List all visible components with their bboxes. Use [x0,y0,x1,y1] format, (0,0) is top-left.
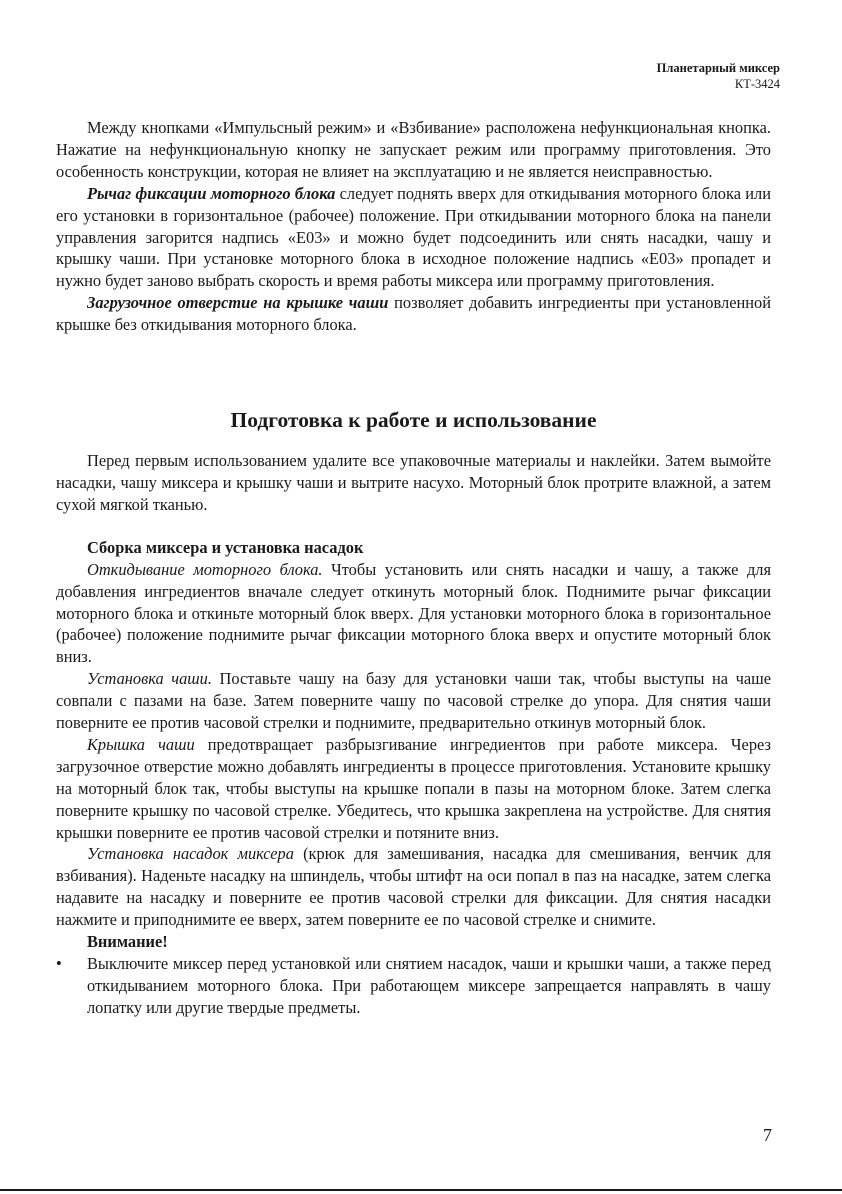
intro-paragraph-2 [56,183,771,293]
section-heading: Подготовка к работе и использование [230,408,597,433]
header-model: КТ-3424 [734,77,780,91]
running-header [657,60,780,92]
attention-heading: Внимание! [87,932,168,952]
lid-paragraph [56,734,771,844]
tilt-text: Чтобы установить или снять насадки и чашу, а также для добавления ингредиентов вначале следует откинуть моторный блок. Поднимите рычаг фиксации моторного блока и откиньте моторный блок вверх. Для установки моторного блока в горизонтальное (рабочее) положение поднимите рычаг фиксации моторного блока вверх и опустите моторный блок вниз. [56,559,772,667]
lever-term: Рычаг фиксации моторного блока [87,183,336,203]
lid-text: предотвращает разбрызгивание ингредиентов при работе миксера. Через загрузочное отверстие можно добавлять ингредиенты в процессе приготовления. Установите крышку на моторный блок так, чтобы выступы на крышке попали в пазы на моторном блоке. Затем слегка поверните крышку по часовой стрелке. Убедитесь, что крышка закреплена на устройстве. Для снятия крышки поверните ее против часовой стрелки и потяните вниз. [56,734,771,842]
list-item [56,953,771,1019]
loading-hole-term: Загрузочное отверстие на крышке чаши [87,293,389,313]
page-number: 7 [763,1125,772,1145]
lid-term: Крышка чаши [87,734,195,754]
bullet-icon: • [56,954,62,973]
bowl-paragraph [56,668,771,734]
section-paragraph-1: Перед первым использованием удалите все упаковочные материалы и наклейки. Затем вымойте насадки, чашу миксера и крышку чаши и вытрите насухо. Моторный блок протрите влажной, а затем сухой мягкой тканью. [56,451,771,514]
attachments-text: (крюк для замешивания, насадка для смешивания, венчик для взбивания). Наденьте насадку на шпиндель, чтобы штифт на оси попал в паз на насадке, затем слегка надавите на насадку и поверните ее против часовой стрелки для фиксации. Для снятия насадки нажмите и приподнимите ее вверх, затем поверните ее по часовой стрелке и снимите. [56,844,771,930]
bottom-divider [0,1189,842,1191]
attachments-paragraph [56,843,771,931]
attachments-term: Установка насадок миксера [87,844,294,864]
header-product-title: Планетарный миксер [656,61,780,75]
warning-text: Выключите миксер перед установкой или снятием насадок, чаши и крышки чаши, а также перед откидыванием моторного блока. При работающем миксере запрещается направлять в чашу лопатку или другие твердые предметы. [87,954,771,1017]
tilt-paragraph [56,559,771,669]
intro-paragraph-3 [56,292,771,336]
intro-paragraph-1: Между кнопками «Импульсный режим» и «Взбивание» расположена нефункциональная кнопка. Нажатие на нефункциональную кнопку не запускает режим или программу приготовления. Это особенность конструкции, которая не влияет на эксплуатацию и не является неисправностью. [56,118,771,181]
loading-hole-text: позволяет добавить ингредиенты при установленной крышке без откидывания моторного блока. [56,293,771,335]
bowl-text: Поставьте чашу на базу для установки чаши так, чтобы выступы на чаше совпали с пазами на базе. Затем поверните чашу по часовой стрелке до упора. Для снятия чаши поверните ее против часовой стрелки и поднимите, предварительно откинув моторный блок. [56,669,771,733]
page-body [56,117,771,1019]
tilt-term: Откидывание моторного блока. [87,559,323,579]
assembly-subheading: Сборка миксера и установка насадок [87,537,364,557]
lever-text: следует поднять вверх для откидывания моторного блока или его установки в горизонтальное (рабочее) положение. При откидывании моторного блока на панели управления загорится надпись «Е03» и можно будет подсоединить или снять насадки, чашу и крышку чаши. При установке моторного блока в исходное положение надпись «Е03» пропадет и нужно будет заново выбрать скорость и время работы миксера или программу приготовления. [56,183,771,291]
bowl-term: Установка чаши. [87,669,212,689]
